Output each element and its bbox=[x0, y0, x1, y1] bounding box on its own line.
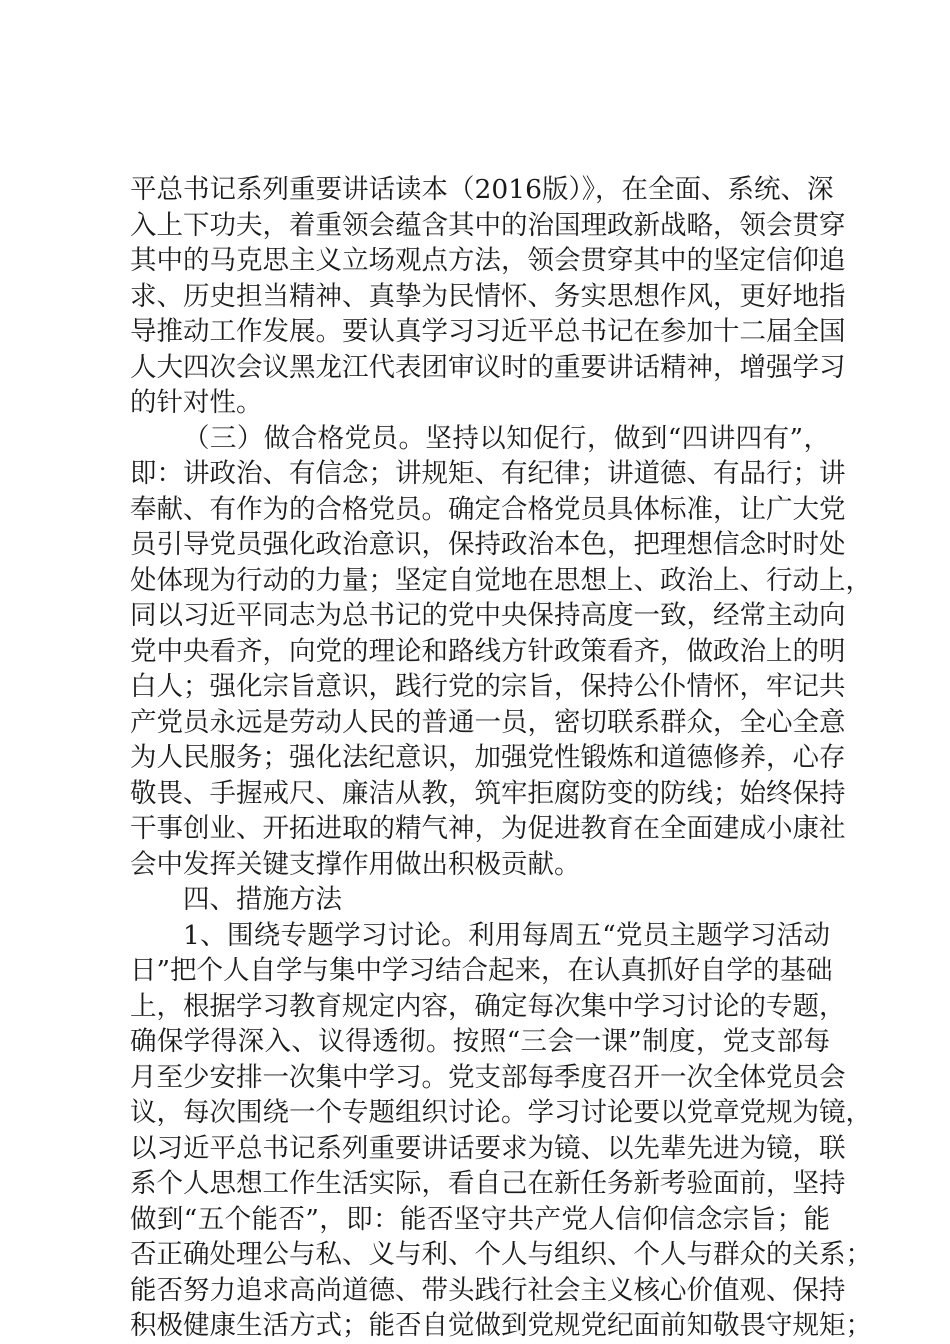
text-line: 做到“五个能否”，即：能否坚守共产党人信仰信念宗旨；能 bbox=[130, 1203, 830, 1235]
text-line: 员引导党员强化政治意识，保持政治本色，把理想信念时时处 bbox=[130, 529, 846, 560]
text-line: 能否努力追求高尚道德、带头践行社会主义核心价值观、保持 bbox=[130, 1274, 846, 1306]
text-line: 党中央看齐，向党的理论和路线方针政策看齐，做政治上的明 bbox=[130, 635, 846, 667]
text-line: 敬畏、手握戒尺、廉洁从教，筑牢拒腐防变的防线；始终保持 bbox=[130, 777, 846, 809]
text-line: 平总书记系列重要讲话读本（2016版）》，在全面、系统、深 bbox=[130, 174, 834, 205]
text-line: 其中的马克思主义立场观点方法，领会贯穿其中的坚定信仰追 bbox=[130, 245, 846, 276]
text-line: 干事创业、开拓进取的精气神，为促进教育在全面建成小康社 bbox=[130, 813, 846, 844]
text-line: 会中发挥关键支撑作用做出积极贡献。 bbox=[130, 848, 581, 880]
text-line: 人大四次会议黑龙江代表团审议时的重要讲话精神，增强学习 bbox=[130, 351, 846, 383]
text-line: 处体现为行动的力量；坚定自觉地在思想上、政治上、行动上， bbox=[130, 564, 872, 596]
text-line: 导推动工作发展。要认真学习习近平总书记在参加十二届全国 bbox=[130, 316, 846, 347]
text-line: 否正确处理公与私、义与利、个人与组织、个人与群众的关系； bbox=[130, 1239, 872, 1270]
text-line: 上，根据学习教育规定内容，确定每次集中学习讨论的专题， bbox=[130, 990, 846, 1022]
text-line: 系个人思想工作生活实际，看自己在新任务新考验面前，坚持 bbox=[130, 1168, 846, 1199]
text-line: 入上下功夫，着重领会蕴含其中的治国理政新战略，领会贯穿 bbox=[130, 209, 846, 241]
text-line: 积极健康生活方式；能否自觉做到党规党纪面前知敬畏守规矩； bbox=[130, 1310, 872, 1341]
text-line: 的针对性。 bbox=[130, 387, 263, 418]
text-line: 日”把个人自学与集中学习结合起来，在认真抓好自学的基础 bbox=[130, 955, 833, 986]
text-line: 求、历史担当精神、真挚为民情怀、务实思想作风，更好地指 bbox=[130, 280, 846, 312]
text-line: 奉献、有作为的合格党员。确定合格党员具体标准，让广大党 bbox=[130, 493, 846, 525]
text-line: 以习近平总书记系列重要讲话要求为镜、以先辈先进为镜，联 bbox=[130, 1132, 846, 1164]
paragraph-heading: 1、围绕专题学习讨论。利用每周五“党员主题学习活动 bbox=[183, 919, 830, 951]
text-line: 确保学得深入、议得透彻。按照“三会一课”制度，党支部每 bbox=[130, 1026, 830, 1057]
text-line: 即：讲政治、有信念；讲规矩、有纪律；讲道德、有品行；讲 bbox=[130, 458, 846, 489]
text-line: 白人；强化宗旨意识，践行党的宗旨，保持公仆情怀，牢记共 bbox=[130, 671, 846, 702]
text-line: 产党员永远是劳动人民的普通一员，密切联系群众，全心全意 bbox=[130, 706, 846, 738]
paragraph-heading: （三）做合格党员。坚持以知促行，做到“四讲四有”， bbox=[183, 422, 830, 454]
text-line: 月至少安排一次集中学习。党支部每季度召开一次全体党员会 bbox=[130, 1061, 846, 1093]
text-line: 为人民服务；强化法纪意识，加强党性锻炼和道德修养，心存 bbox=[130, 742, 846, 773]
text-line: 议，每次围绕一个专题组织讨论。学习讨论要以党章党规为镜， bbox=[130, 1097, 872, 1128]
section-heading: 四、措施方法 bbox=[183, 884, 342, 915]
text-line: 同以习近平同志为总书记的党中央保持高度一致，经常主动向 bbox=[130, 600, 846, 631]
document-body bbox=[130, 172, 872, 1344]
